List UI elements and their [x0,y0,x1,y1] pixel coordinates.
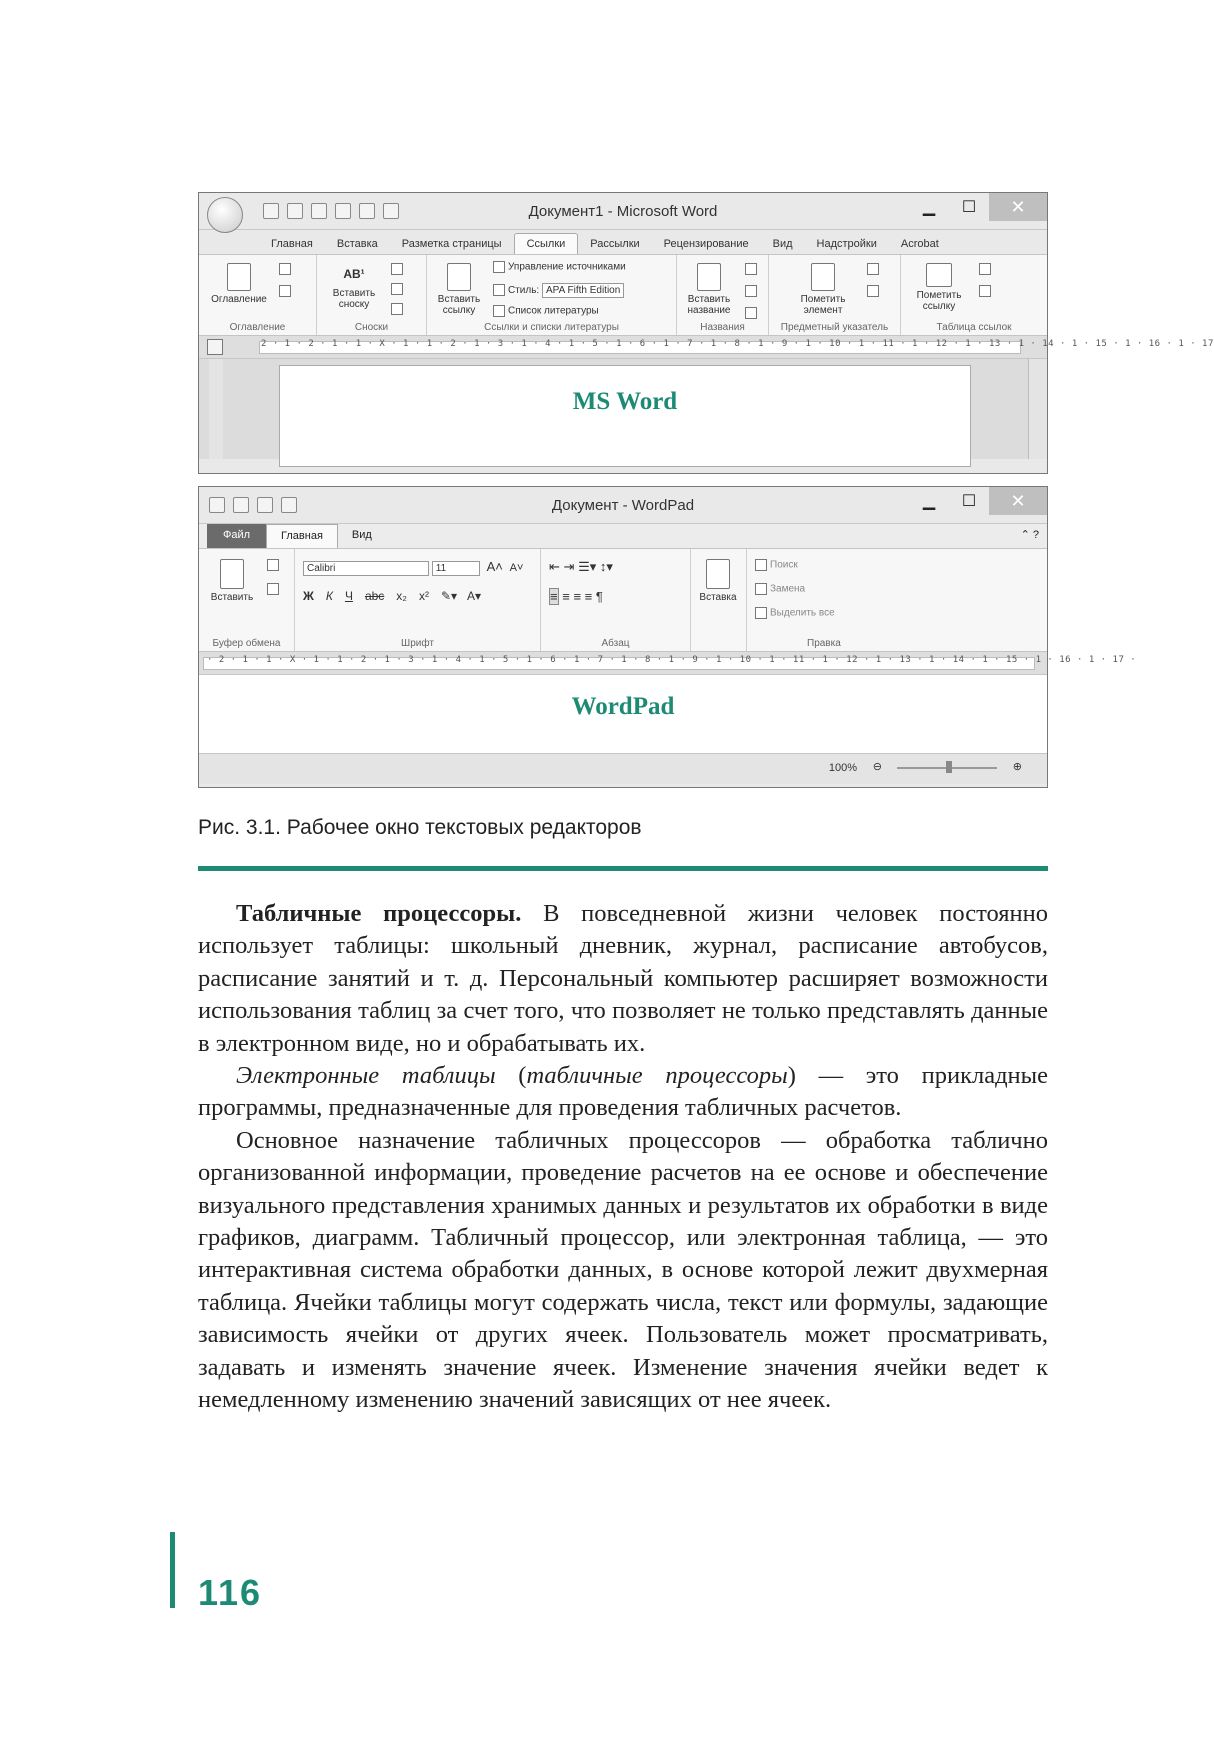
align-right-icon[interactable]: ≡ [573,589,582,604]
insert-citation-label: Вставить ссылку [437,294,481,316]
justify-icon[interactable]: ≡ [584,589,593,604]
group-authorities [901,255,1047,335]
mark-entry-button[interactable] [791,263,855,316]
tab-home[interactable]: Главная [266,524,338,548]
wordpad-label: WordPad [571,693,675,720]
cut-icon[interactable] [267,559,282,571]
wordpad-window [198,486,1137,788]
insert-caption-button[interactable] [679,263,739,316]
line-spacing-icon[interactable]: ↕▾ [599,559,613,574]
cross-reference-icon[interactable] [745,307,760,319]
update-authorities-icon[interactable] [979,285,994,297]
format-button[interactable]: abc [364,589,385,603]
wordpad-ruler-ticks: · 2 · 1 · 1 · X · 1 · 1 · 2 · 1 · 3 · 1 · 4 · 1 · 5 · 1 · 6 · 1 · 7 · 1 · 8 · 1 · 9 · 1 · 10 · 1 · 11 · 1 · 12 · 1 · 13 · 1 · 14 · 1 · 15 · 1 · 16 · 1 · 17 · [207,655,1137,665]
help-icon[interactable]: ⌃ ? [1020,529,1039,541]
paragraph-1-text: В повседневной жизни человек постоянно использует таблицы: школьный дневник, журнал, расписание автобусов, расписание занятий и т. д. Персональный компьютер расширяет возможности использования таблиц за счет того, что позволяет не только представлять данные в электронном виде, но и обрабатывать их. [198,900,1048,1057]
manage-sources-label: Управление источниками [508,261,626,273]
word-tab[interactable]: Acrobat [900,238,939,250]
manage-sources-icon [493,261,505,273]
tab-file[interactable]: Файл [207,524,266,548]
word-page[interactable] [279,365,971,467]
insert-index-icon[interactable] [867,263,882,275]
group-clipboard-name: Буфер обмена [212,638,281,649]
group-editing [747,549,1047,651]
style-icon [493,284,505,296]
group-font [295,549,541,651]
group-toc-name: Оглавление [229,322,286,333]
format-button[interactable]: x² [418,589,429,603]
zoom-slider-thumb[interactable] [946,761,952,773]
format-button[interactable]: Ч [344,589,353,603]
insert-footnote-button[interactable] [323,263,385,310]
insert-endnote-icon[interactable] [391,263,406,275]
group-insert [691,549,747,651]
find-label: Поиск [770,559,798,571]
wordpad-titlebar [199,487,1047,524]
tab-selector-icon[interactable] [207,339,223,355]
footnote-icon: AB¹ [343,267,365,281]
mark-citation-label: Пометить ссылку [916,290,962,312]
word-ruler-ticks: 2 · 1 · 2 · 1 · 1 · X · 1 · 1 · 2 · 1 · 3 · 1 · 4 · 1 · 5 · 1 · 6 · 1 · 7 · 1 · 8 · 1 · 9 · 1 · 10 · 1 · 11 · 1 · 12 · 1 · 13 · 1 · 14 · 1 · 15 · 1 · 16 · 1 · 17 [261,339,1214,349]
insert-citation-button[interactable] [431,263,487,316]
citation-icon [447,263,471,291]
update-index-icon[interactable] [867,285,882,297]
mark-citation-icon [926,263,952,287]
word-window [198,192,1214,474]
font-size-combo[interactable]: 11 [432,561,480,576]
minimize-icon[interactable]: ▁ [922,493,936,510]
grow-font-icon[interactable]: A˄ [486,559,503,574]
word-titlebar [199,193,1047,230]
indent-list-controls [549,559,613,575]
word-window-controls [909,193,1047,221]
group-editing-name: Правка [807,638,841,649]
format-button[interactable]: Ж [303,589,314,603]
format-button[interactable]: К [325,589,333,603]
word-label: MS Word [572,388,678,415]
page-number-bar [170,1532,175,1608]
group-font-name: Шрифт [401,638,434,649]
close-icon[interactable]: ✕ [989,487,1047,515]
wordpad-tabs [199,524,1047,548]
paragraph-2-paren: ( [495,1062,527,1090]
paragraph-icon[interactable]: ¶ [595,589,603,604]
paste-label: Вставить [210,592,254,603]
paste-icon [220,559,244,589]
insert-caption-label: Вставить название [687,294,731,316]
word-ruler[interactable] [199,336,1214,359]
align-controls [549,589,603,604]
align-center-icon[interactable]: ≡ [562,589,570,604]
font-name-combo[interactable]: Calibri [303,561,429,576]
copy-icon[interactable] [267,583,282,595]
add-text-icon[interactable] [279,263,294,275]
zoom-level: 100% [828,762,857,774]
word-tab[interactable]: Разметка страницы [401,238,502,250]
word-tab[interactable]: Вставка [336,238,378,250]
tab-view[interactable]: Вид [351,529,372,541]
select-all-icon [755,607,767,619]
group-paragraph [541,549,691,651]
group-authorities-name: Таблица ссылок [936,322,1012,333]
increase-indent-icon[interactable]: ⇥ [563,559,575,574]
group-citations [427,255,677,335]
caption-icon [697,263,721,291]
find-icon [755,559,767,571]
vertical-ruler [209,359,223,459]
toc-icon [227,263,251,291]
word-document-area [199,359,1047,459]
insert-label: Вставка [699,592,737,603]
insert-footnote-label: Вставить сноску [332,288,376,310]
figure-caption: Рис. 3.1. Рабочее окно текстовых редакторов [198,816,642,839]
term-spreadsheets: Электронные таблицы [236,1062,496,1090]
group-index [769,255,901,335]
update-table-icon[interactable] [279,285,294,297]
page-number: 116 [198,1572,263,1613]
mark-entry-label: Пометить элемент [800,294,846,316]
paragraph-2 [198,1060,1048,1125]
toc-button-label: Оглавление [211,294,267,305]
word-tab[interactable]: Рецензирование [663,238,749,250]
section-divider [198,866,1048,871]
list-icon[interactable]: ☰▾ [578,559,597,574]
insert-authorities-icon[interactable] [979,263,994,275]
group-footnotes [317,255,427,335]
replace-button[interactable] [755,583,805,595]
style-label: Стиль: [508,285,540,296]
word-scrollbar[interactable] [1028,359,1047,459]
group-clipboard [199,549,295,651]
bibliography-label: Список литературы [508,305,599,317]
word-tab[interactable]: Надстройки [816,238,877,250]
term-table-processors: табличные процессоры [526,1062,788,1090]
word-tab[interactable]: Рассылки [590,238,640,250]
word-ribbon-tabs [199,230,1047,254]
paragraph-1-lead: Табличные процессоры. [236,900,522,927]
bibliography-icon [493,305,505,317]
group-toc [199,255,317,335]
group-footnotes-name: Сноски [354,322,389,333]
toc-button[interactable] [209,263,269,305]
group-citations-name: Ссылки и списки литературы [484,322,619,333]
word-ribbon [199,254,1047,336]
zoom-in-icon[interactable]: ⊕ [1012,761,1022,773]
insert-table-figures-icon[interactable] [745,263,760,275]
select-all-label: Выделить все [770,607,835,619]
word-tab[interactable]: Вид [772,238,793,250]
next-footnote-icon[interactable] [391,283,406,295]
group-captions [677,255,769,335]
zoom-out-icon[interactable]: ⊖ [872,761,882,773]
replace-icon [755,583,767,595]
mark-citation-button[interactable] [907,263,971,312]
maximize-icon[interactable]: ☐ [961,493,977,510]
paragraph-3: Основное назначение табличных процессоров — обработка таблично организованной информации, проведение расчетов на ее основе и обеспечение визуального представления хранимых данных и результатов их обработки в виде графиков, диаграмм. Табличный процессор, или электронная таблица, — это интерактивная система обработки данных, в основе которой лежит двухмерная таблица. Ячейки таблицы могут содержать числа, текст или формулы, задающие зависимость ячейки от других ячеек. Пользователь может просматривать, задавать и изменять значение ячеек. Изменение значения ячейки ведет к немедленному изменению значений зависящих от нее ячеек. [198,1126,1048,1414]
paste-button[interactable] [205,559,259,603]
highlight-icon[interactable]: ✎▾ [440,589,458,603]
word-tab[interactable]: Главная [271,238,313,250]
minimize-icon[interactable]: ▁ [922,199,936,216]
maximize-icon[interactable]: ☐ [961,199,977,216]
wordpad-ruler[interactable] [199,652,1137,675]
mark-entry-icon [811,263,835,291]
select-all-button[interactable] [755,607,835,619]
group-captions-name: Названия [700,322,745,333]
style-selector[interactable] [493,283,624,298]
wordpad-window-title: Документ - WordPad [551,497,695,514]
format-button[interactable]: x₂ [396,589,407,603]
shrink-font-icon[interactable]: A˅ [509,562,524,574]
bibliography-button[interactable] [493,305,599,317]
paragraph-1 [198,898,1048,1060]
update-figures-icon[interactable] [745,285,760,297]
wordpad-ribbon [199,548,1047,652]
close-icon[interactable]: ✕ [989,193,1047,221]
word-tab[interactable]: Ссылки [514,233,579,254]
group-paragraph-name: Абзац [601,638,630,649]
paragraph-2-text: ) — это прикладные программы, предназначенные для проведения табличных расчетов. [198,1062,1048,1122]
wordpad-window-controls [909,487,1047,515]
decrease-indent-icon[interactable]: ⇤ [549,559,560,574]
font-color-icon[interactable]: A▾ [467,589,482,603]
align-left-icon[interactable]: ≡ [550,589,558,604]
insert-button[interactable] [693,559,743,603]
wordpad-statusbar [199,753,1047,784]
wordpad-document-area [199,675,1047,753]
replace-label: Замена [770,583,806,595]
find-button[interactable] [755,559,798,571]
manage-sources-button[interactable] [493,261,626,273]
show-notes-icon[interactable] [391,303,406,315]
body-text [198,898,1048,1417]
style-combo[interactable]: APA Fifth Edition [542,283,624,298]
insert-icon [706,559,730,589]
word-window-title: Документ1 - Microsoft Word [528,203,718,220]
group-index-name: Предметный указатель [780,322,889,333]
format-buttons [303,589,491,603]
font-controls [303,559,523,576]
